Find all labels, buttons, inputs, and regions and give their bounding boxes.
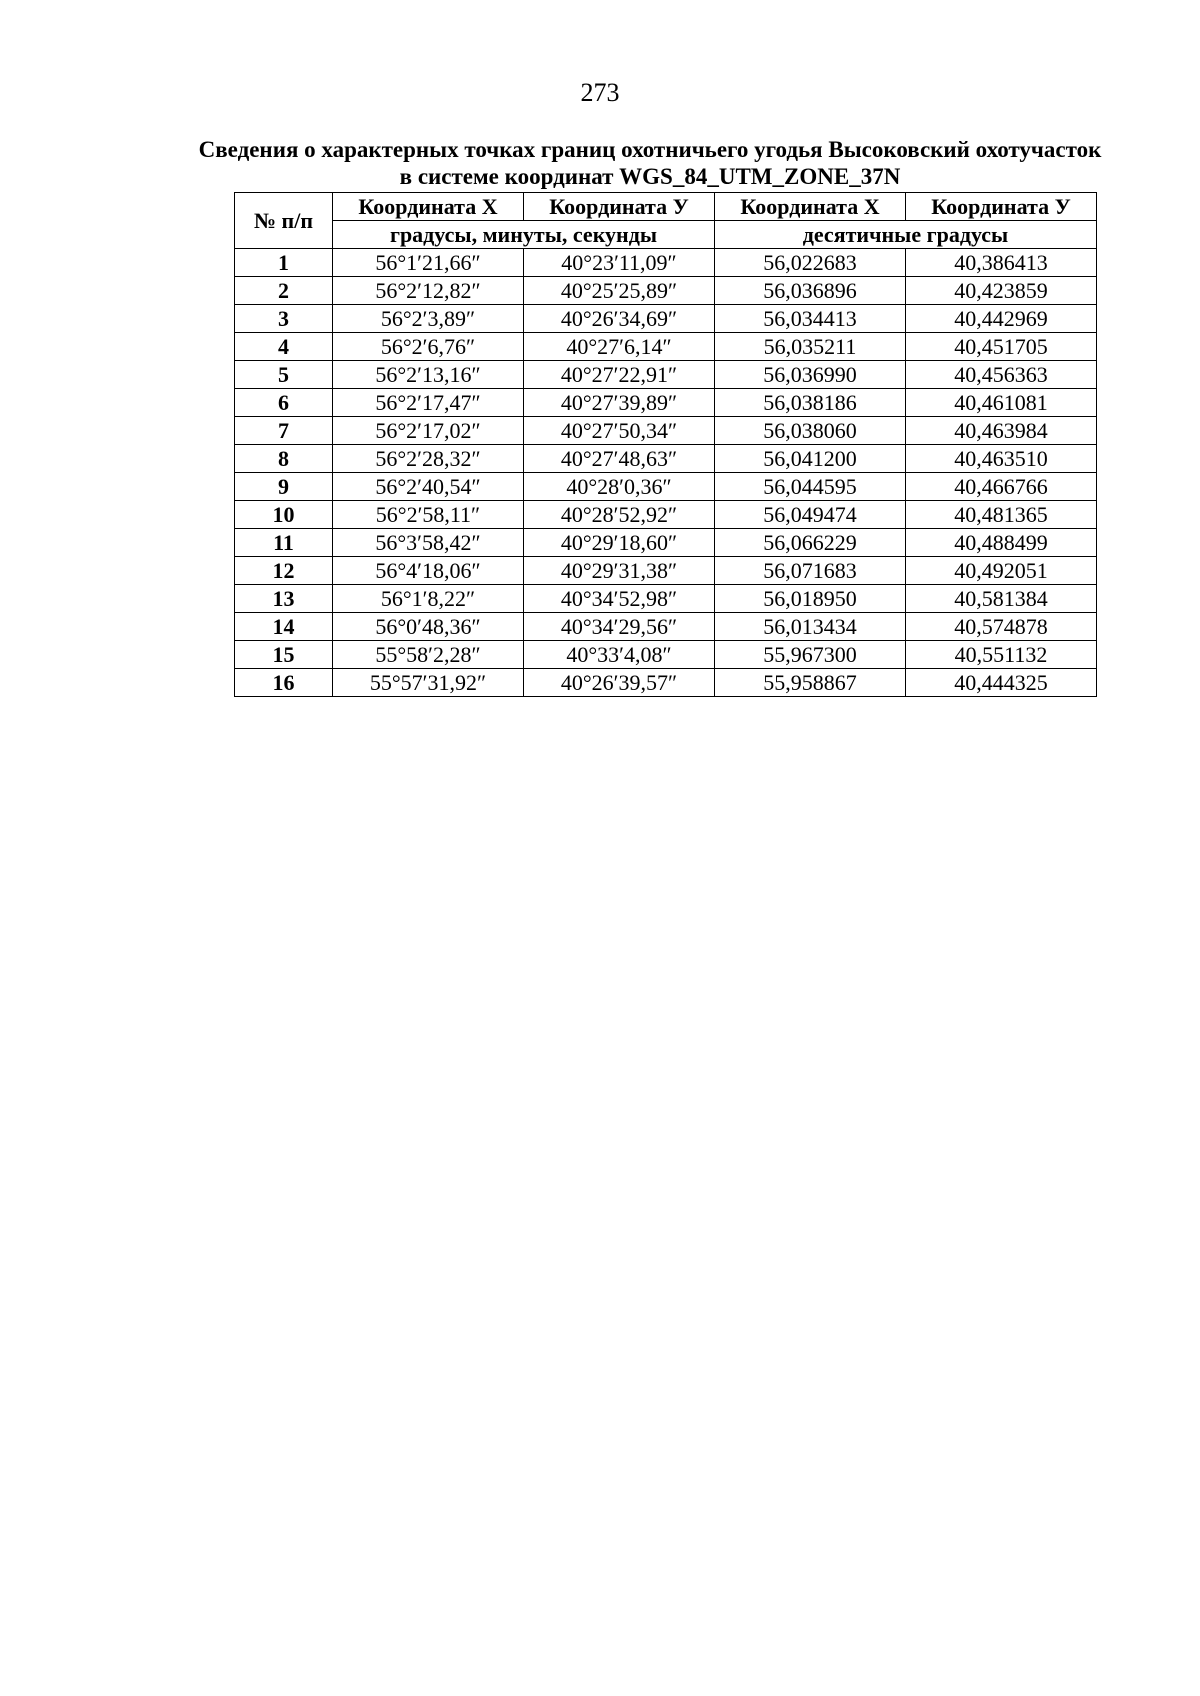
coord-x-dec-cell: 56,035211 bbox=[715, 333, 906, 361]
coord-y-dec-cell: 40,442969 bbox=[906, 305, 1097, 333]
coord-x-dms-cell: 55°57′31,92″ bbox=[333, 669, 524, 697]
coord-y-dec-cell: 40,463510 bbox=[906, 445, 1097, 473]
coord-x-dec-cell: 56,022683 bbox=[715, 249, 906, 277]
table-header bbox=[235, 193, 1097, 249]
coord-x-dms-cell: 56°2′6,76″ bbox=[333, 333, 524, 361]
coord-y-dec-cell: 40,581384 bbox=[906, 585, 1097, 613]
coord-y-dec-cell: 40,481365 bbox=[906, 501, 1097, 529]
title-line-2: в системе координат WGS_84_UTM_ZONE_37N bbox=[399, 164, 901, 189]
coord-y-dms-cell: 40°23′11,09″ bbox=[524, 249, 715, 277]
table-row bbox=[235, 669, 1097, 697]
point-number-cell: 14 bbox=[235, 613, 333, 641]
header-row-1 bbox=[235, 193, 1097, 221]
page-number: 273 bbox=[580, 78, 620, 107]
coord-x-dms-cell: 56°1′21,66″ bbox=[333, 249, 524, 277]
coord-x-dms-cell: 56°2′58,11″ bbox=[333, 501, 524, 529]
coord-y-dms-cell: 40°25′25,89″ bbox=[524, 277, 715, 305]
coord-x-dec-cell: 56,013434 bbox=[715, 613, 906, 641]
header-coord-x-dec: Координата Х bbox=[715, 193, 906, 221]
coord-y-dms-cell: 40°27′6,14″ bbox=[524, 333, 715, 361]
point-number-cell: 13 bbox=[235, 585, 333, 613]
point-number-cell: 5 bbox=[235, 361, 333, 389]
header-coord-y-dec: Координата У bbox=[906, 193, 1097, 221]
point-number-cell: 6 bbox=[235, 389, 333, 417]
coord-x-dec-cell: 55,967300 bbox=[715, 641, 906, 669]
coord-x-dec-cell: 56,036990 bbox=[715, 361, 906, 389]
coord-y-dec-cell: 40,466766 bbox=[906, 473, 1097, 501]
coord-y-dec-cell: 40,451705 bbox=[906, 333, 1097, 361]
header-coord-y-dms: Координата У bbox=[524, 193, 715, 221]
table-row bbox=[235, 529, 1097, 557]
coord-y-dec-cell: 40,463984 bbox=[906, 417, 1097, 445]
coord-y-dec-cell: 40,444325 bbox=[906, 669, 1097, 697]
coord-y-dms-cell: 40°34′52,98″ bbox=[524, 585, 715, 613]
coord-y-dms-cell: 40°26′39,57″ bbox=[524, 669, 715, 697]
coord-x-dec-cell: 56,018950 bbox=[715, 585, 906, 613]
table-row bbox=[235, 641, 1097, 669]
header-dec-group: десятичные градусы bbox=[715, 221, 1097, 249]
coordinates-table bbox=[234, 192, 1097, 697]
coord-y-dms-cell: 40°27′22,91″ bbox=[524, 361, 715, 389]
coord-y-dms-cell: 40°34′29,56″ bbox=[524, 613, 715, 641]
coord-x-dec-cell: 56,038186 bbox=[715, 389, 906, 417]
coord-y-dec-cell: 40,574878 bbox=[906, 613, 1097, 641]
title-line-1: Сведения о характерных точках границ охотничьего угодья Высоковский охотучасток bbox=[198, 137, 1102, 162]
coord-x-dec-cell: 56,038060 bbox=[715, 417, 906, 445]
table-row bbox=[235, 445, 1097, 473]
table-row bbox=[235, 473, 1097, 501]
coord-x-dms-cell: 56°2′12,82″ bbox=[333, 277, 524, 305]
coord-x-dec-cell: 55,958867 bbox=[715, 669, 906, 697]
coord-y-dms-cell: 40°33′4,08″ bbox=[524, 641, 715, 669]
coord-x-dms-cell: 56°1′8,22″ bbox=[333, 585, 524, 613]
coord-x-dms-cell: 56°2′28,32″ bbox=[333, 445, 524, 473]
coord-x-dms-cell: 56°2′40,54″ bbox=[333, 473, 524, 501]
table-row bbox=[235, 501, 1097, 529]
point-number-cell: 12 bbox=[235, 557, 333, 585]
coord-x-dec-cell: 56,041200 bbox=[715, 445, 906, 473]
coord-y-dec-cell: 40,386413 bbox=[906, 249, 1097, 277]
coord-y-dms-cell: 40°27′50,34″ bbox=[524, 417, 715, 445]
coord-x-dec-cell: 56,034413 bbox=[715, 305, 906, 333]
coord-x-dms-cell: 56°2′17,02″ bbox=[333, 417, 524, 445]
coord-y-dec-cell: 40,488499 bbox=[906, 529, 1097, 557]
point-number-cell: 16 bbox=[235, 669, 333, 697]
coord-y-dec-cell: 40,461081 bbox=[906, 389, 1097, 417]
table-row bbox=[235, 249, 1097, 277]
header-number: № п/п bbox=[235, 193, 333, 249]
coord-y-dms-cell: 40°28′52,92″ bbox=[524, 501, 715, 529]
table-row bbox=[235, 277, 1097, 305]
coord-y-dec-cell: 40,551132 bbox=[906, 641, 1097, 669]
coord-x-dec-cell: 56,071683 bbox=[715, 557, 906, 585]
point-number-cell: 15 bbox=[235, 641, 333, 669]
point-number-cell: 7 bbox=[235, 417, 333, 445]
table-row bbox=[235, 389, 1097, 417]
table-row bbox=[235, 333, 1097, 361]
document-title bbox=[150, 136, 1150, 190]
coord-x-dms-cell: 56°2′3,89″ bbox=[333, 305, 524, 333]
table-row bbox=[235, 613, 1097, 641]
coord-y-dms-cell: 40°26′34,69″ bbox=[524, 305, 715, 333]
point-number-cell: 9 bbox=[235, 473, 333, 501]
point-number-cell: 8 bbox=[235, 445, 333, 473]
header-row-2 bbox=[235, 221, 1097, 249]
coord-x-dec-cell: 56,066229 bbox=[715, 529, 906, 557]
coord-x-dms-cell: 56°3′58,42″ bbox=[333, 529, 524, 557]
table-row bbox=[235, 361, 1097, 389]
table-row bbox=[235, 557, 1097, 585]
coord-y-dms-cell: 40°29′31,38″ bbox=[524, 557, 715, 585]
coord-y-dec-cell: 40,423859 bbox=[906, 277, 1097, 305]
table-row bbox=[235, 417, 1097, 445]
point-number-cell: 10 bbox=[235, 501, 333, 529]
point-number-cell: 2 bbox=[235, 277, 333, 305]
table-row bbox=[235, 585, 1097, 613]
point-number-cell: 11 bbox=[235, 529, 333, 557]
table-body bbox=[235, 249, 1097, 697]
header-coord-x-dms: Координата Х bbox=[333, 193, 524, 221]
coord-x-dms-cell: 56°0′48,36″ bbox=[333, 613, 524, 641]
coord-y-dms-cell: 40°27′48,63″ bbox=[524, 445, 715, 473]
coord-x-dms-cell: 56°2′17,47″ bbox=[333, 389, 524, 417]
coord-y-dec-cell: 40,456363 bbox=[906, 361, 1097, 389]
point-number-cell: 3 bbox=[235, 305, 333, 333]
header-dms-group: градусы, минуты, секунды bbox=[333, 221, 715, 249]
table-row bbox=[235, 305, 1097, 333]
coord-x-dms-cell: 55°58′2,28″ bbox=[333, 641, 524, 669]
coord-x-dec-cell: 56,049474 bbox=[715, 501, 906, 529]
coord-x-dec-cell: 56,036896 bbox=[715, 277, 906, 305]
coord-x-dec-cell: 56,044595 bbox=[715, 473, 906, 501]
coord-x-dms-cell: 56°4′18,06″ bbox=[333, 557, 524, 585]
coord-y-dec-cell: 40,492051 bbox=[906, 557, 1097, 585]
coord-y-dms-cell: 40°27′39,89″ bbox=[524, 389, 715, 417]
coord-y-dms-cell: 40°28′0,36″ bbox=[524, 473, 715, 501]
coord-y-dms-cell: 40°29′18,60″ bbox=[524, 529, 715, 557]
point-number-cell: 1 bbox=[235, 249, 333, 277]
point-number-cell: 4 bbox=[235, 333, 333, 361]
coord-x-dms-cell: 56°2′13,16″ bbox=[333, 361, 524, 389]
